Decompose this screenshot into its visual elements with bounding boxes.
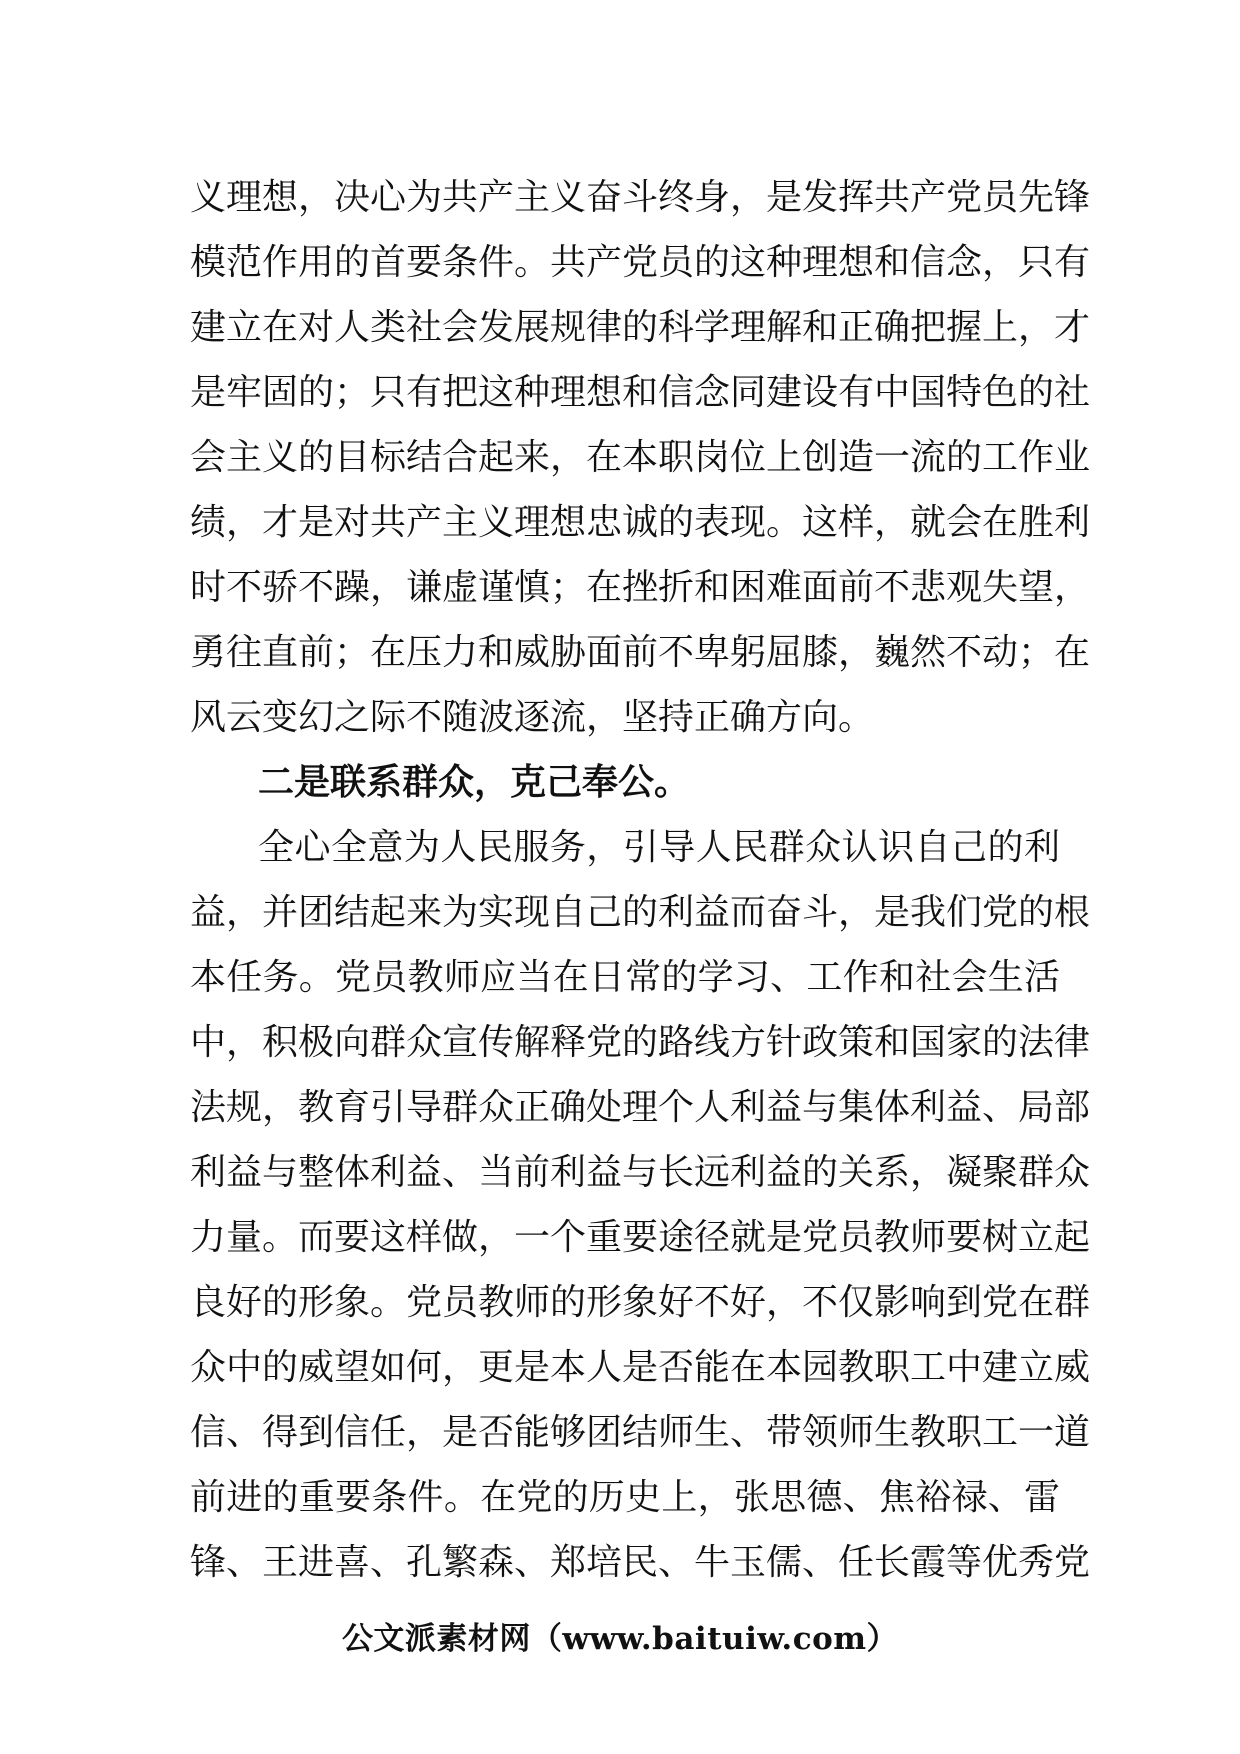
text-line: 风云变幻之际不随波逐流，坚持正确方向。 xyxy=(190,697,875,738)
text-line: 信、得到信任，是否能够团结师生、带领师生教职工一道 xyxy=(190,1412,1091,1453)
text-line: 模范作用的首要条件。共产党员的这种理想和信念，只有 xyxy=(190,242,1091,283)
text-line: 益，并团结起来为实现自己的利益而奋斗，是我们党的根 xyxy=(190,892,1091,933)
text-line: 是牢固的；只有把这种理想和信念同建设有中国特色的社 xyxy=(190,372,1091,413)
text-line: 时不骄不躁，谦虚谨慎；在挫折和困难面前不悲观失望， xyxy=(190,567,1091,608)
page-footer: 公文派素材网（www.baituiw.com） xyxy=(341,1621,899,1657)
text-line: 法规，教育引导群众正确处理个人利益与集体利益、局部 xyxy=(190,1087,1091,1128)
text-line: 建立在对人类社会发展规律的科学理解和正确把握上，才 xyxy=(190,307,1091,348)
text-line: 前进的重要条件。在党的历史上，张思德、焦裕禄、雷 xyxy=(190,1477,1060,1518)
text-line: 会主义的目标结合起来，在本职岗位上创造一流的工作业 xyxy=(190,437,1091,478)
text-line: 勇往直前；在压力和威胁面前不卑躬屈膝，巍然不动；在 xyxy=(190,632,1091,673)
text-line: 绩，才是对共产主义理想忠诚的表现。这样，就会在胜利 xyxy=(190,502,1091,543)
text-line: 众中的威望如何，更是本人是否能在本园教职工中建立威 xyxy=(190,1347,1091,1388)
text-line: 力量。而要这样做，一个重要途径就是党员教师要树立起 xyxy=(190,1217,1091,1258)
text-line: 义理想，决心为共产主义奋斗终身，是发挥共产党员先锋 xyxy=(190,177,1091,218)
text-line: 利益与整体利益、当前利益与长远利益的关系，凝聚群众 xyxy=(190,1152,1091,1193)
paragraph-1 xyxy=(190,165,1091,750)
text-line: 中，积极向群众宣传解释党的路线方针政策和国家的法律 xyxy=(190,1022,1091,1063)
text-line: 本任务。党员教师应当在日常的学习、工作和社会生活 xyxy=(190,957,1060,998)
text-line: 全心全意为人民服务，引导人民群众认识自己的利 xyxy=(258,827,1060,868)
paragraph-2 xyxy=(190,815,1091,1595)
text-line: 良好的形象。党员教师的形象好不好，不仅影响到党在群 xyxy=(190,1282,1091,1323)
document-body xyxy=(190,165,1091,1595)
section-heading: 二是联系群众，克己奉公。 xyxy=(258,762,691,803)
text-line: 锋、王进喜、孔繁森、郑培民、牛玉儒、任长霞等优秀党 xyxy=(190,1542,1091,1583)
